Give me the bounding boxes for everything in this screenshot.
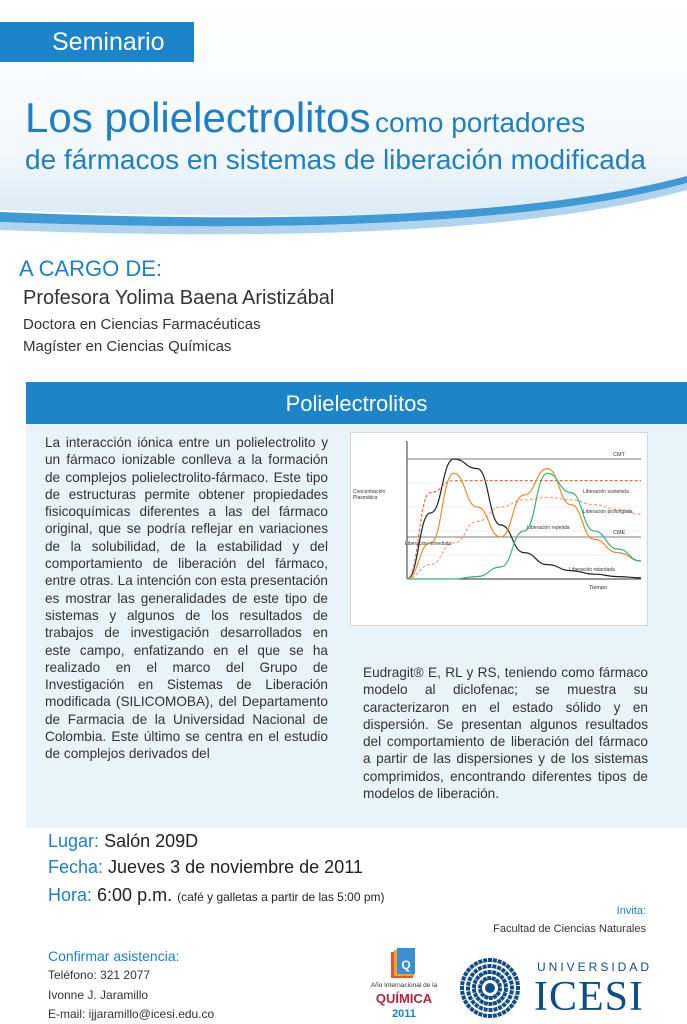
emblem-dot [478,1012,483,1017]
date-value: Jueves 3 de noviembre de 2011 [108,857,363,877]
series-label-5: Liberación retardada [569,567,615,573]
emblem-dot [487,970,491,974]
emblem-dot [483,1007,488,1012]
emblem-dot [460,981,465,986]
emblem-dot [473,1010,478,1015]
emblem-center [485,983,495,993]
series-label-3: Liberación prolongada [583,509,633,515]
place-label: Lugar: [48,831,100,851]
emblem-dot [468,995,473,1000]
emblem-dot [460,986,464,990]
emblem-dot [504,971,510,977]
emblem-dot [505,998,511,1004]
emblem-dot [467,976,472,981]
speaker-name: Profesora Yolima Baena Aristizábal [23,287,335,309]
emblem-dot [493,958,498,963]
emblem-dot [493,1007,498,1012]
emblem-dot [505,1007,511,1013]
university-label: UNIVERSIDAD [537,960,653,974]
emblem-dot [473,961,478,966]
chemistry-year: 2011 [392,1008,416,1020]
emblem-dot [487,964,491,968]
emblem-dot [492,970,497,975]
rsvp-contact: Ivonne J. Jaramillo [48,988,149,1002]
emblem-dot [477,966,482,971]
emblem-dot [483,970,488,975]
emblem-dot [463,999,468,1004]
icesi-emblem-icon [450,955,530,1020]
emblem-dot [466,991,471,996]
emblem-dot [466,986,470,990]
title-line-1 [25,94,585,142]
emblem-dot [488,1008,492,1012]
emblem-dot [505,964,511,970]
emblem-dot [512,999,517,1004]
speaker-label: A CARGO DE: [19,256,163,281]
emblem-dot [515,991,520,996]
emblem-dot [461,995,466,1000]
speaker-degree-1: Doctora en Ciencias Farmacéuticas [23,316,261,333]
rsvp-title: Confirmar asistencia: [48,948,180,964]
time-note: (café y galletas a partir de las 5:00 pm) [177,890,385,904]
emblem-dot [470,999,476,1005]
place-value: Salón 209D [104,831,199,851]
seminar-tag: Seminario [0,22,194,62]
emblem-dot [488,958,492,962]
emblem-dot [492,964,497,969]
chemistry-book-icon [389,948,417,980]
emblem-dot [503,983,508,988]
emblem-dot [507,975,512,980]
emblem-dot [460,991,465,996]
emblem-dot [498,987,503,992]
emblem-dot [489,996,493,1000]
emblem-dot [509,967,515,973]
emblem-dot [514,995,519,1000]
chemistry-year-caption: Año Internacional de la [370,982,438,989]
emblem-dot [500,968,506,974]
emblem-dot [469,964,475,970]
y-axis-label-2: Plasmática [353,495,378,501]
emblem-dot [501,1002,507,1008]
emblem-dot [497,959,502,964]
invite-label: Invita: [616,905,646,917]
section-title: Polielectrolitos [26,382,687,424]
emblem-dot [483,1001,488,1006]
emblem-dot [514,976,519,981]
emblem-dot [482,964,487,969]
chemistry-word: QUÍMICA [375,991,433,1006]
emblem-dot [478,1005,483,1010]
emblem-dot [473,968,479,974]
chemistry-year-logo [366,948,442,1024]
invite-host: Facultad de Ciencias Naturales [493,923,646,935]
rsvp-email: E-mail: ijjaramillo@icesi.edu.co [48,1007,215,1021]
emblem-dot [472,988,477,993]
emblem-dot [469,1007,475,1013]
event-place [48,831,198,852]
emblem-dot [478,959,483,964]
speaker-degree-2: Magíster en Ciencias Químicas [23,338,232,355]
time-value: 6:00 p.m. [97,885,173,905]
emblem-dot [516,986,520,990]
emblem-dot [501,1010,506,1015]
emblem-dot [509,980,514,985]
y-axis-label-1: Concentración [353,489,386,495]
emblem-dot [497,1012,502,1017]
emblem-dot [509,990,514,995]
title-main: Los polielectrolitos [25,94,371,141]
emblem-dot [515,981,520,986]
icesi-wordmark: ICESI [534,974,644,1020]
section-text-2: Eudragit® E, RL y RS, teniendo como fármaco modelo al diclofenac; se muestra su caracterizaron en el estado sólido y en dispersión. Se presentan algunos resultados del comportamiento de liberación del fármaco a partir de las dispersiones y de los sistemas comprimidos, encontrando diferentes tipos de modelos de liberación. [363,665,648,802]
emblem-dot [463,971,468,976]
title-line-2: de fármacos en sistemas de liberación modificada [25,144,646,175]
svg-text:Q: Q [401,958,411,972]
rsvp-phone: Teléfono: 321 2077 [48,968,151,982]
emblem-dot [488,1002,492,1006]
emblem-dot [507,994,512,999]
emblem-dot [461,976,466,981]
series-label-1: Liberación inmediata [405,541,452,547]
threshold-label-cme: CME [613,530,626,536]
series-label-2: Liberación sostenida [583,489,629,495]
emblem-dot [497,1005,502,1010]
time-label: Hora: [48,885,93,905]
x-axis-label: Tiempo [589,585,608,591]
event-time [48,885,385,906]
emblem-dot [509,1003,515,1009]
series-line-1 [407,459,641,579]
emblem-dot [488,1014,492,1018]
emblem-dot [478,984,483,989]
emblem-dot [483,958,488,963]
emblem-dot [466,981,471,986]
emblem-dot [496,965,501,970]
emblem-dot [493,1013,498,1018]
release-chart-svg [351,433,649,627]
emblem-dot [512,971,517,976]
date-label: Fecha: [48,857,104,877]
series-label-4: Liberación repetida [527,525,570,531]
event-date [48,857,363,878]
emblem-dot [474,1003,480,1009]
emblem-dot [472,984,476,988]
release-chart [350,432,648,626]
emblem-dot [483,1013,488,1018]
emblem-dot [510,985,514,989]
emblem-dot [501,961,506,966]
section-text-1: La interacción iónica entre un polielectrolito y un fármaco ionizable conlleva a la formación de complejos polielectrolito-fármaco. Este tipo de estructuras permite obtener propiedades fisicoquímicas diferentes a las del fármaco original, que se podría reflejar en variaciones de la solubilidad, de la estabilidad y del comportamiento de liberación del fármaco, entre otras. La intención con esta presentación es mostrar las generalidades de este tipo de sistemas y algunos de los resultados de trabajos de investigación desarrollados en este campo, enfatizando en el que se ha realizado en el marco del Grupo de Investigación en Sistemas de Liberación modificada (SILICOMOBA), del Departamento de Farmacia de la Universidad Nacional de Colombia. Este último se centra en el estudio de complejos derivados del [45,435,328,762]
threshold-label-cmt: CMT [613,452,625,458]
emblem-dot [470,972,476,978]
emblem-dot [466,967,472,973]
emblem-dot [492,1001,497,1006]
title-suffix: como portadores [374,107,586,138]
emblem-dot [504,988,508,992]
emblem-dot [487,976,491,980]
emblem-dot [466,1003,472,1009]
